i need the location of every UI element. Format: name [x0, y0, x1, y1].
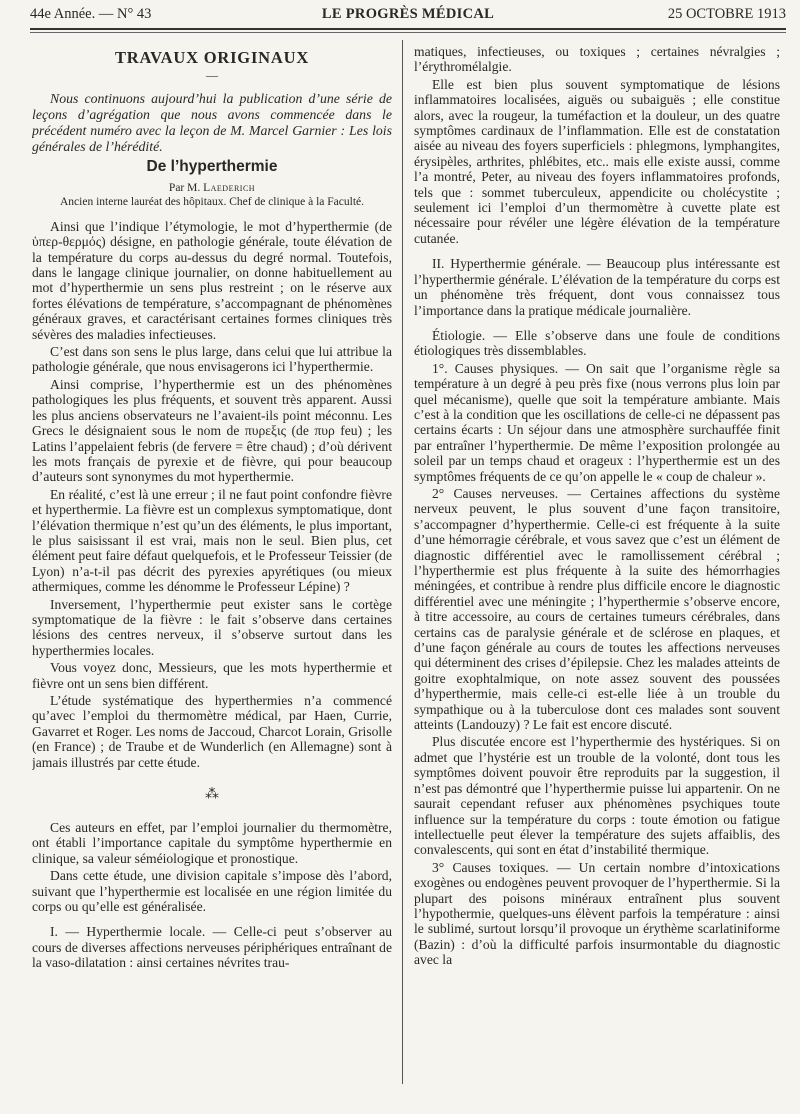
paragraph: Inversement, l’hyperthermie peut exister sans le cortège symptomatique de la fièvre : le fait s’observe dans certaines lésions des centres nerveux, il s’observe surtout dans les hyperthermies locales.: [32, 596, 392, 658]
author-affiliation: Ancien interne lauréat des hôpitaux. Chef de clinique à la Faculté.: [60, 195, 364, 208]
paragraph: 2° Causes nerveuses. — Certaines affections du système nerveux peuvent, le plus souvent d’une façon transitoire, s’accompagner d’hyperthermie. Celle-ci est fréquente à la suite d’une hémorragie cérébrale, et vous savez que c’est un élément de diagnostic différentiel avec le ramollissement cérébral ; l’hyperthermie est plus fréquente à la suite des hémorrhagies méningées, et contribue à rendre plus difficile encore le diagnostic différentiel avec une méningite ; l’hyperthermie s’observe encore, à titre accessoire, au cours de certaines tumeurs cérébrales, dans certains cas de paralysie générale et de sclérose en plaques, et d’une façon générale au cours de toutes les affections nerveuses qui déterminent des crises d’épilepsie. Chez les malades atteints de goitre exophtalmique, on note assez souvent des poussées d’hyperthermie, mais celle-ci est-elle liée à un trouble du sympathique ou à la tuberculose dont ces malades sont souvent atteints (Landouzy) ? Le fait est encore discuté.: [414, 485, 780, 733]
byline-prefix: Par M.: [168, 181, 204, 194]
paragraph: 3° Causes toxiques. — Un certain nombre d’intoxications exogènes ou endogènes peuvent provoquer de l’hyperthermie. Si la plupart des poisons minéraux entraînent plus souvent l’hypothermie, quelques-uns élèvent parfois la température : ainsi le sublimé, surtout lorsqu’il provoque un érythème scarlatiniforme (Bazin) : d’où la difficulté parfois insurmontable du diagnostic avec la: [414, 859, 780, 968]
section-separator: ⁂: [205, 787, 219, 803]
paragraph: Étiologie. — Elle s’observe dans une foule de conditions étiologiques très dissemblables.: [414, 327, 780, 359]
issue-date: 25 OCTOBRE 1913: [667, 6, 786, 22]
right-column: [414, 44, 780, 1084]
author-name: Laederich: [203, 181, 256, 194]
byline: [32, 181, 392, 195]
paragraph: Ainsi comprise, l’hyperthermie est un des phénomènes pathologiques les plus fréquents, et souvent très apparent. Aussi les plus anciens observateurs ne l’avaient-ils point méconnu. Les Grecs le désignaient sous le nom de πυρεξις (de πυρ feu) ; les Latins l’appelaient febris (de fervere = être chaud) ; d’où dérivent les mots français de pyrexie et de fièvre, qui pour beaucoup d’auteurs sont synonymes du mot hyperthermie.: [32, 376, 392, 485]
paragraph: Plus discutée encore est l’hyperthermie des hystériques. Si on admet que l’hystérie est un trouble de la volonté, dont tous les symptômes doivent pouvoir être reproduits par la suggestion, il n’est pas démontré que l’hyperthermie puisse lui appartenir. On ne saurait cependant refuser aux phénomènes psychiques toute influence sur la température du corps : toute émotion ou fatigue intellectuelle peut élever la température des sujets affaiblis, des convalescents, qui sont en état d’instabilité thermique.: [414, 734, 780, 858]
paragraph: L’étude systématique des hyperthermies n’a commencé qu’avec l’emploi du thermomètre médical, par Haen, Currie, Gavarret et Roger. Les noms de Jaccoud, Charcot Lorain, Grisolle (en France) ; de Traube et de Wunderlich (en Allemagne) sont à jamais illustrés par cette étude.: [32, 693, 392, 770]
paragraph: II. Hyperthermie générale. — Beaucoup plus intéressante est l’hyperthermie générale. L’élévation de la température du corps est un phénomène très fréquent, dont vous connaissez tous l’importance dans la pratique médicale journalière.: [414, 256, 780, 318]
paragraph: matiques, infectieuses, ou toxiques ; certaines névralgies ; l’érythromélalgie.: [414, 44, 780, 75]
column-divider: [402, 40, 403, 1084]
paragraph: 1°. Causes physiques. — On sait que l’organisme règle sa température à un degré à peu près fixe (nous verrons plus loin par quel mécanisme), quelle que soit la température ambiante. Mais c’est à la condition que les oscillations de celle-ci ne dépassent pas certains écarts : Un séjour dans une atmosphère surchauffée finit par entraîner l’hyperthermie. De même l’exposition prolongée au soleil par un temps chaud et orageux : l’hyperthermie est un des symptômes fréquents de ce qu’on appelle le « coup de chaleur ».: [414, 360, 780, 484]
paragraph: Vous voyez donc, Messieurs, que les mots hyperthermie et fièvre ont un sens bien différent.: [32, 660, 392, 691]
paragraph: Dans cette étude, une division capitale s’impose dès l’abord, suivant que l’hyperthermie est localisée en une région limitée du corps ou qu’elle est généralisée.: [32, 868, 392, 915]
paragraph: Elle est bien plus souvent symptomatique de lésions inflammatoires localisées, aiguës ou subaiguës ; elle constitue alors, avec la rougeur, la tuméfaction et la douleur, un des quatre symptômes cardinaux de l’inflammation. Elle est de constatation aisée au niveau des foyers superficiels : phlegmons, lymphangites, érysipèles, arthrites, phlébites, etc.. mais elle existe aussi, comme l’a montré, Peter, au niveau des foyers inflammatoires profonds, tels que : sommet tuberculeux, appendicite ou cholécystite ; seulement ici l’emploi d’un thermomètre à cuvette plate est nécessaire pour révéler une légère élévation de la température cutanée.: [414, 76, 780, 246]
paragraph: C’est dans son sens le plus large, dans celui que lui attribue la pathologie générale, que nous envisagerons ici l’hyperthermie.: [32, 344, 392, 375]
section-heading: TRAVAUX ORIGINAUX: [114, 48, 310, 67]
issue-number: 44e Année. — N° 43: [30, 6, 152, 22]
paragraph: Ainsi que l’indique l’étymologie, le mot d’hyperthermie (de ὑπερ-θερμός) désigne, en pathologie générale, toute élévation de la température du corps au-dessus du degré normal. Toutefois, dans le langage clinique journalier, on donne habituellement au mot d’hyperthermie un sens plus restreint ; on le réserve aux fortes élévations de température, s’accompagnant de phénomènes généraux graves, et caractérisant certaines formes cliniques très sévères des maladies infectieuses.: [32, 218, 392, 342]
header-rule-thin: [30, 32, 786, 33]
paragraph: En réalité, c’est là une erreur ; il ne faut point confondre fièvre et hyperthermie. La fièvre est un complexus symptomatique, dont l’élévation thermique n’est qu’un des éléments, le plus important, le plus saisissant il est vrai, mais non le seul. Bien plus, cet élément peut faire défaut quelquefois, et le Professeur Teissier (de Lyon) n’a-t-il pas décrit des pyrexies apyrétiques (ou mieux athermiques, comme les dénomme le Professeur Lépine) ?: [32, 486, 392, 595]
journal-title: LE PROGRÈS MÉDICAL: [321, 6, 495, 22]
header-rule: [30, 28, 786, 30]
paragraph: I. — Hyperthermie locale. — Celle-ci peut s’observer au cours de diverses affections nerveuses périphériques entraînant de la vaso-dilatation : ainsi certaines névrites trau-: [32, 924, 392, 971]
editorial-intro: Nous continuons aujourd’hui la publication d’une série de leçons d’agrégation que nous avons commencée dans le précédent numéro avec la leçon de M. Marcel Garnier : Les lois générales de l’hérédité.: [32, 91, 392, 155]
left-column: [32, 40, 392, 1084]
article-title: De l’hyperthermie: [146, 158, 278, 176]
paragraph: Ces auteurs en effet, par l’emploi journalier du thermomètre, ont établi l’importance capitale du symptôme hyperthermie en clinique, sa valeur séméiologique et pronostique.: [32, 820, 392, 866]
page-header: [30, 6, 786, 26]
section-dash: —: [206, 68, 218, 83]
